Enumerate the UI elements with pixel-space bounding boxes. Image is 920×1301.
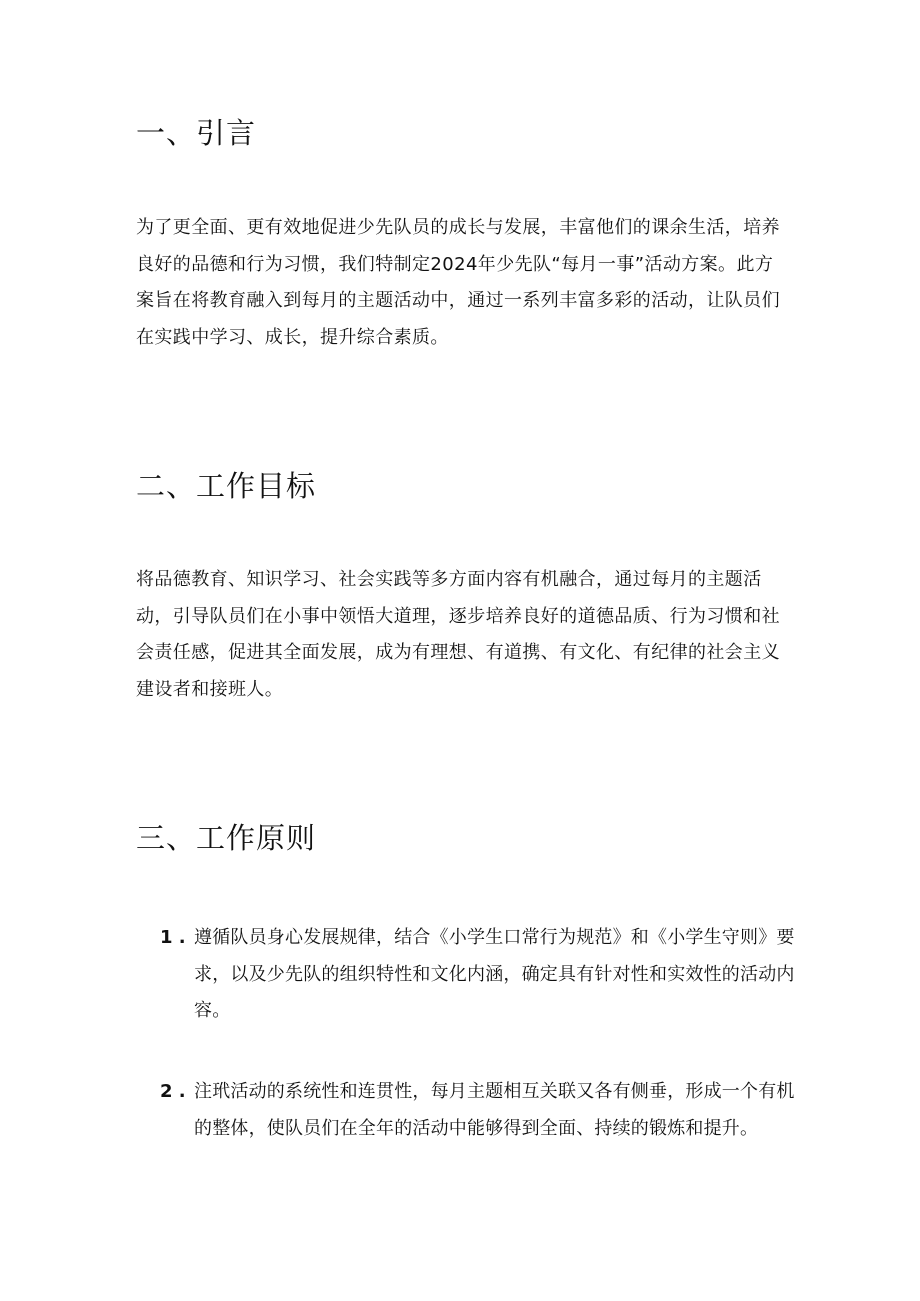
list-item-text: 遵循队员身心发展规律，结合《小学生口常行为规范》和《小学生守则》要求，以及少先队的组织特性和文化内涵，确定具有针对性和实效性的活动内容。 xyxy=(194,927,795,1022)
list-item xyxy=(160,1074,800,1147)
list-item-text: 注玳活动的系统性和连贯性，每月主题相互关联又各有侧垂，形成一个有机的整体，使队员们在全年的活动中能够得到全面、持续的锻炼和提升。 xyxy=(194,1081,795,1139)
paragraph-work-goals: 将品德教育、知识学习、社会实践等多方面内容有机融合，通过每月的主题活动，引导队员们在小事中领悟大道理，逐步培养良好的道德品质、行为习惯和社会责任感，促进其全面发展，成为有理想、有道携、有文化、有纪律的社会主义建设者和接班人。 xyxy=(136,569,780,701)
heading-work-principles: 三、工作原则 xyxy=(136,821,317,855)
list-item-number: 1 . xyxy=(160,927,186,948)
list-item xyxy=(160,920,800,1030)
heading-work-goals: 二、工作目标 xyxy=(136,469,317,503)
list-item-number: 2 . xyxy=(160,1081,186,1102)
heading-introduction: 一、引言 xyxy=(136,116,257,150)
paragraph-introduction: 为了更全面、更有效地促进少先队员的成长与发展，丰富他们的课余生活，培养良好的品德和行为习惯，我们特制定2024年少先队“每月一事”活动方案。此方案旨在将教育融入到每月的主题活动中，通过一系列丰富多彩的活动，让队员们在实践中学习、成长，提升综合素质。 xyxy=(136,217,780,349)
